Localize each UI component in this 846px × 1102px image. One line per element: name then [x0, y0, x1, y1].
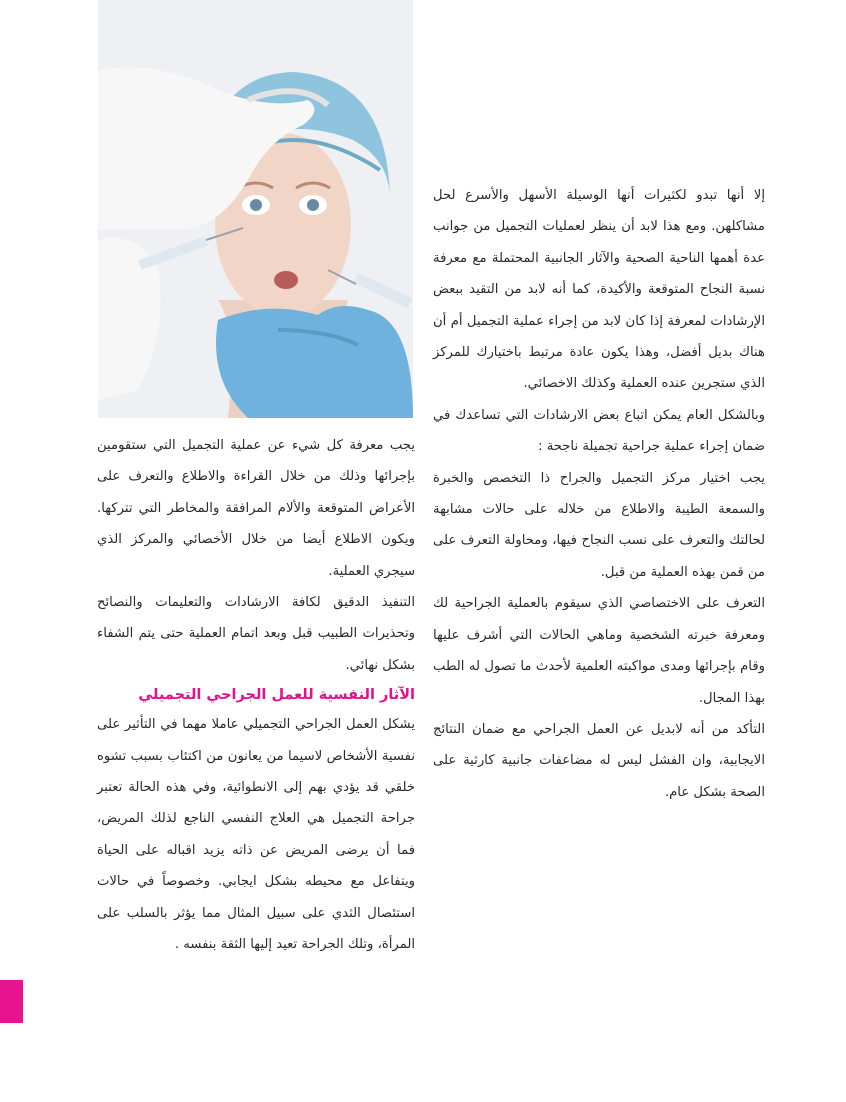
right-column	[433, 180, 765, 808]
paragraph: يجب معرفة كل شيء عن عملية التجميل التي ستقومين بإجرائها وذلك من خلال القراءة والاطلاع والتعرف على الأعراض المتوقعة والألام المرافقة والمخاطر التي تتركها. ويكون الاطلاع أيضا من خلال الأخصائي والمركز الذي سيجري العملية.	[97, 438, 415, 579]
paragraph: يشكل العمل الجراحي التجميلي عاملا مهما في التأثير على نفسية الأشخاص لاسيما من يعانون من اكتئاب بسبب تشوه خلقي قد يؤدي بهم إلى الانطوائية، وفي هذه الحالة تعتبر جراحة التجميل هي العلاج النفسي الناجع لذلك المريض، فما أن يرضى المريض عن ذاته يزيد اقباله على الحياة ويتفاعل مع محيطه بشكل ايجابي. وخصوصاً في حالات استئصال الثدي على سبيل المثال مما يؤثر بالسلب على المرأة، وتلك الجراحة تعيد إليها الثقة بنفسه .	[97, 717, 415, 953]
article-photo	[98, 0, 413, 418]
left-column	[97, 430, 415, 961]
paragraph: التنفيذ الدقيق لكافة الارشادات والتعليمات والنصائح وتحذيرات الطبيب قبل وبعد اتمام العملية حتى يتم الشفاء بشكل نهائي.	[97, 595, 415, 673]
paragraph: وبالشكل العام يمكن اتباع بعض الارشادات التي تساعدك في ضمان إجراء عملية جراحية تجميلة ناجحة :	[433, 407, 765, 455]
paragraph: التأكد من أنه لابديل عن العمل الجراحي مع ضمان النتائج الايجابية، وان الفشل ليس له مضاعفات جانبية كارثية على الصحة بشكل عام.	[433, 721, 765, 800]
woman-injection-illustration	[98, 0, 413, 418]
paragraph: يجب اختيار مركز التجميل والجراح ذا التخصص والخبرة والسمعة الطيبة والاطلاع من خلاله على حالات مشابهة لحالتك والتعرف على نسب النجاح فيها، ومحاولة التعرف على من قمن بهذه العملية من قبل.	[433, 470, 765, 580]
paragraph: إلا أنها تبدو لكثيرات أنها الوسيلة الأسهل والأسرع لحل مشاكلهن. ومع هذا لابد أن ينظر لعمليات التجميل من جوانب عدة أهمها الناحية الصحية والآثار الجانبية المحتملة مع معرفة نسبة النجاح المتوقعة والأكيدة، كما أنه لابد من التقيد ببعض الإرشادات لمعرفة إذا كان لابد من إجراء عملية التجميل أم أن هناك بديل أفضل، وهذا يكون عادة مرتبط باختيارك للمركز الذي ستجرين عنده العملية وكذلك الاخصائي.	[433, 188, 765, 392]
section-heading: الآثار النفسية للعمل الجراحي التجميلي	[138, 687, 415, 704]
paragraph: التعرف على الاختصاصي الذي سيقوم بالعملية الجراحية لك ومعرفة خبرته الشخصية وماهي الحالات التي أشرف عليها وقام بإجرائها ومدى مواكبته العلمية لأحدث ما تصول له الطب بهذا المجال.	[433, 596, 765, 706]
page-tab-marker	[0, 980, 23, 1023]
